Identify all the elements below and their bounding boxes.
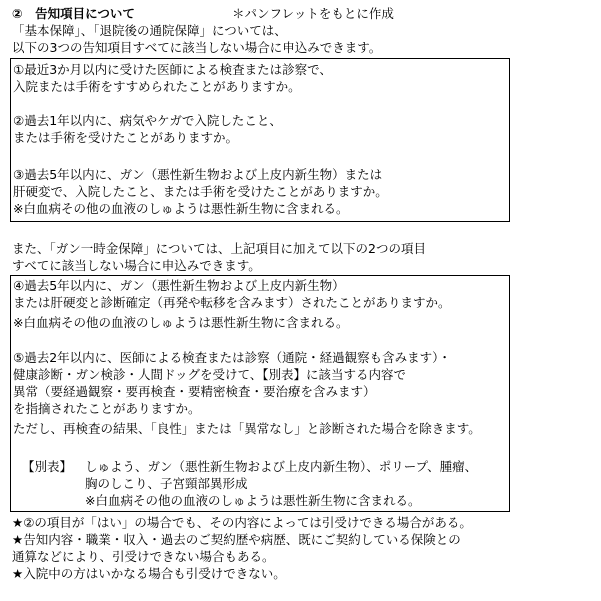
question-5-line-2: 健康診断・ガン検診・人間ドッグを受けて、【別表】に該当する内容で bbox=[13, 367, 407, 382]
cancer-coverage-line-2: すべてに該当しない場合に申込みできます。 bbox=[12, 258, 261, 273]
intro-line-1: 「基本保障」、「退院後の通院保障」については、 bbox=[12, 23, 287, 38]
question-5-line-4: を指摘されたことがありますか。 bbox=[13, 401, 201, 416]
question-1-line-2: 入院または手術をすすめられたことがありますか。 bbox=[13, 79, 301, 94]
question-3-note: ※白血病その他の血液のしゅようは悪性新生物に含まれる。 bbox=[13, 201, 349, 216]
question-3-line-2: 肝硬変で、入院したこと、または手術を受けたことがありますか。 bbox=[13, 184, 388, 199]
appendix-table-note: ※白血病その他の血液のしゅようは悪性新生物に含まれる。 bbox=[85, 493, 421, 508]
cancer-coverage-line-1: また、「ガン一時金保障」については、上記項目に加えて以下の2つの項目 bbox=[12, 241, 426, 256]
question-2-line-1: ②過去1年以内に、病気やケガで入院したこと、 bbox=[13, 113, 282, 128]
question-4-line-2: または肝硬変と診断確定（再発や転移を含みます）されたことがありますか。 bbox=[13, 295, 451, 310]
question-4-note: ※白血病その他の血液のしゅようは悪性新生物に含まれる。 bbox=[13, 315, 349, 330]
footer-note-2: ★告知内容・職業・収入・過去のご契約歴や病歴、既にご契約している保険との bbox=[12, 532, 461, 547]
question-4-line-1: ④過去5年以内に、ガン（悪性新生物および上皮内新生物） bbox=[13, 278, 345, 293]
appendix-table-line-1: しゅよう、ガン（悪性新生物および上皮内新生物）、ポリープ、腫瘤、 bbox=[85, 459, 478, 474]
question-2-line-2: または手術を受けたことがありますか。 bbox=[13, 130, 239, 145]
source-note: ＊パンフレットをもとに作成 bbox=[232, 6, 394, 21]
intro-line-2: 以下の3つの告知項目すべてに該当しない場合に申込みできます。 bbox=[12, 40, 382, 55]
question-5-line-5: ただし、再検査の結果、「良性」または「異常なし」と診断された場合を除きます。 bbox=[13, 421, 481, 436]
footer-note-3: 通算などにより、引受けできない場合もある。 bbox=[12, 549, 275, 564]
footer-note-4: ★入院中の方はいかなる場合も引受けできない。 bbox=[12, 566, 286, 581]
question-5-line-1: ⑤過去2年以内に、医師による検査または診察（通院・経過観察も含みます）・ bbox=[13, 350, 451, 365]
section-title: ② 告知項目について bbox=[12, 6, 135, 21]
question-3-line-1: ③過去5年以内に、ガン（悪性新生物および上皮内新生物）または bbox=[13, 167, 383, 182]
appendix-table-label: 【別表】 bbox=[22, 459, 73, 474]
question-5-line-3: 異常（要経過観察・要再検査・要精密検査・要治療を含みます） bbox=[13, 384, 376, 399]
footer-note-1: ★②の項目が「はい」の場合でも、その内容によっては引受けできる場合がある。 bbox=[12, 515, 472, 530]
appendix-table-line-2: 胸のしこり、子宮頸部異形成 bbox=[85, 476, 248, 491]
question-1-line-1: ①最近3か月以内に受けた医師による検査または診察で、 bbox=[13, 62, 332, 77]
